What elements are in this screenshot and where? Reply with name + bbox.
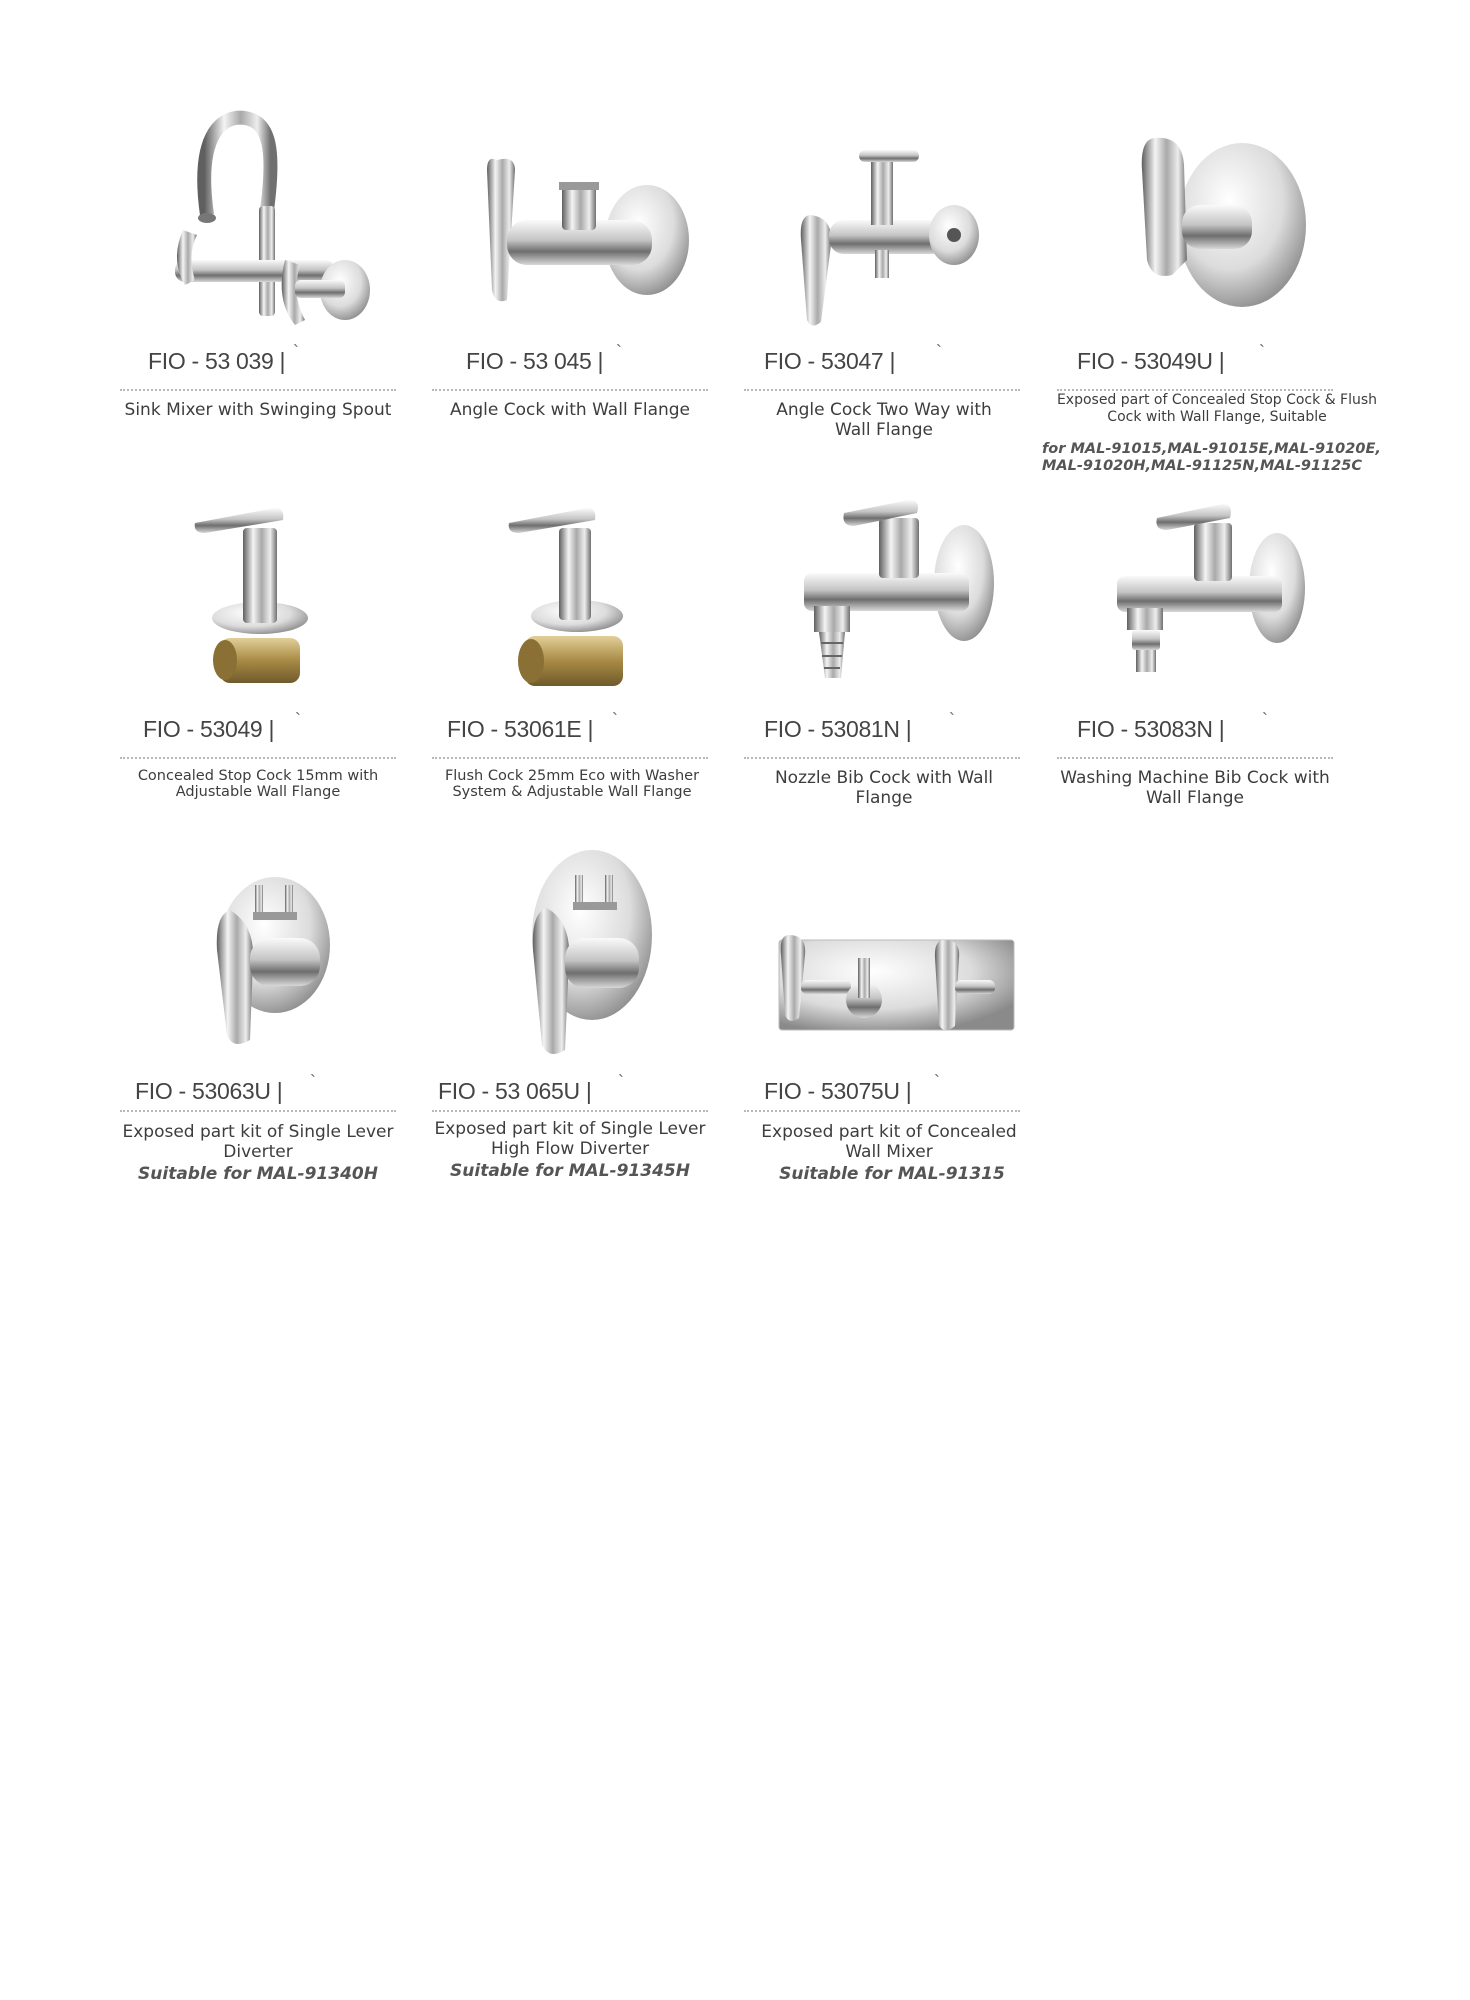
product-code: FIO - 53047 | ` — [764, 342, 942, 374]
suitable-models: Suitable for MAL-91340H — [138, 1164, 378, 1184]
concealed-wall-mixer-icon — [759, 840, 1019, 1070]
product-card[interactable] — [432, 110, 722, 480]
product-code: FIO - 53083N | ` — [1077, 710, 1268, 742]
washing-machine-bib-cock-icon — [1072, 478, 1332, 708]
suitable-models: for MAL-91015,MAL-91015E,MAL-91020E, MAL-91020H,MAL-91125N,MAL-91125C — [1042, 441, 1381, 474]
product-code: FIO - 53 045 | ` — [466, 342, 622, 374]
sink-mixer-icon — [135, 110, 395, 340]
product-title: Concealed Stop Cock 15mm with Adjustable Wall Flange — [137, 768, 379, 800]
product-code: FIO - 53061E | ` — [447, 710, 618, 742]
suitable-models: Suitable for MAL-91315 — [779, 1164, 1005, 1184]
product-title: Exposed part kit of Single Lever Diverter — [122, 1122, 394, 1162]
dotted-divider — [432, 1110, 708, 1112]
product-card[interactable] — [744, 478, 1034, 848]
dotted-divider — [744, 1110, 1020, 1112]
product-card[interactable] — [120, 478, 410, 848]
product-card[interactable] — [120, 110, 410, 480]
nozzle-bib-cock-icon — [759, 478, 1019, 708]
angle-cock-icon — [447, 110, 707, 340]
product-title: Flush Cock 25mm Eco with Washer System & Adjustable Wall Flange — [444, 768, 700, 800]
dotted-divider — [744, 389, 1020, 391]
concealed-stop-cock-icon — [135, 478, 395, 708]
single-lever-diverter-icon — [135, 840, 395, 1070]
dotted-divider — [744, 757, 1020, 759]
product-code: FIO - 53075U | ` — [764, 1072, 940, 1104]
dotted-divider — [432, 389, 708, 391]
product-title: Angle Cock Two Way with Wall Flange — [776, 400, 992, 440]
dotted-divider — [1057, 757, 1333, 759]
dotted-divider — [432, 757, 708, 759]
product-code: FIO - 53081N | ` — [764, 710, 955, 742]
product-title: Exposed part of Concealed Stop Cock & Flush Cock with Wall Flange, Suitable — [1056, 392, 1378, 425]
product-code: FIO - 53063U | ` — [135, 1072, 316, 1104]
dotted-divider — [120, 389, 396, 391]
suitable-models: Suitable for MAL-91345H — [450, 1161, 690, 1181]
product-card[interactable] — [432, 840, 722, 1210]
product-code: FIO - 53049U | ` — [1077, 342, 1265, 374]
dotted-divider — [120, 1110, 396, 1112]
product-title: Washing Machine Bib Cock with Wall Flange — [1060, 768, 1330, 808]
flush-cock-icon — [447, 478, 707, 708]
product-title: Angle Cock with Wall Flange — [449, 400, 691, 420]
high-flow-diverter-icon — [447, 840, 707, 1070]
product-card[interactable] — [1057, 478, 1347, 848]
product-card[interactable] — [432, 478, 722, 848]
product-card[interactable] — [744, 110, 1034, 480]
product-title: Nozzle Bib Cock with Wall Flange — [774, 768, 994, 808]
product-code: FIO - 53 065U | ` — [438, 1072, 624, 1104]
product-code: FIO - 53049 | ` — [143, 710, 301, 742]
product-title: Exposed part kit of Concealed Wall Mixer — [761, 1122, 1017, 1162]
two-way-angle-cock-icon — [759, 110, 1019, 340]
product-card[interactable] — [744, 840, 1034, 1210]
exposed-stop-cock-icon — [1072, 110, 1332, 340]
product-card[interactable] — [1042, 110, 1381, 480]
product-title: Sink Mixer with Swinging Spout — [124, 400, 392, 420]
product-title: Exposed part kit of Single Lever High Flow Diverter — [434, 1119, 706, 1159]
product-code: FIO - 53 039 | ` — [148, 342, 299, 374]
dotted-divider — [1057, 389, 1333, 391]
product-card[interactable] — [120, 840, 410, 1210]
dotted-divider — [120, 757, 396, 759]
